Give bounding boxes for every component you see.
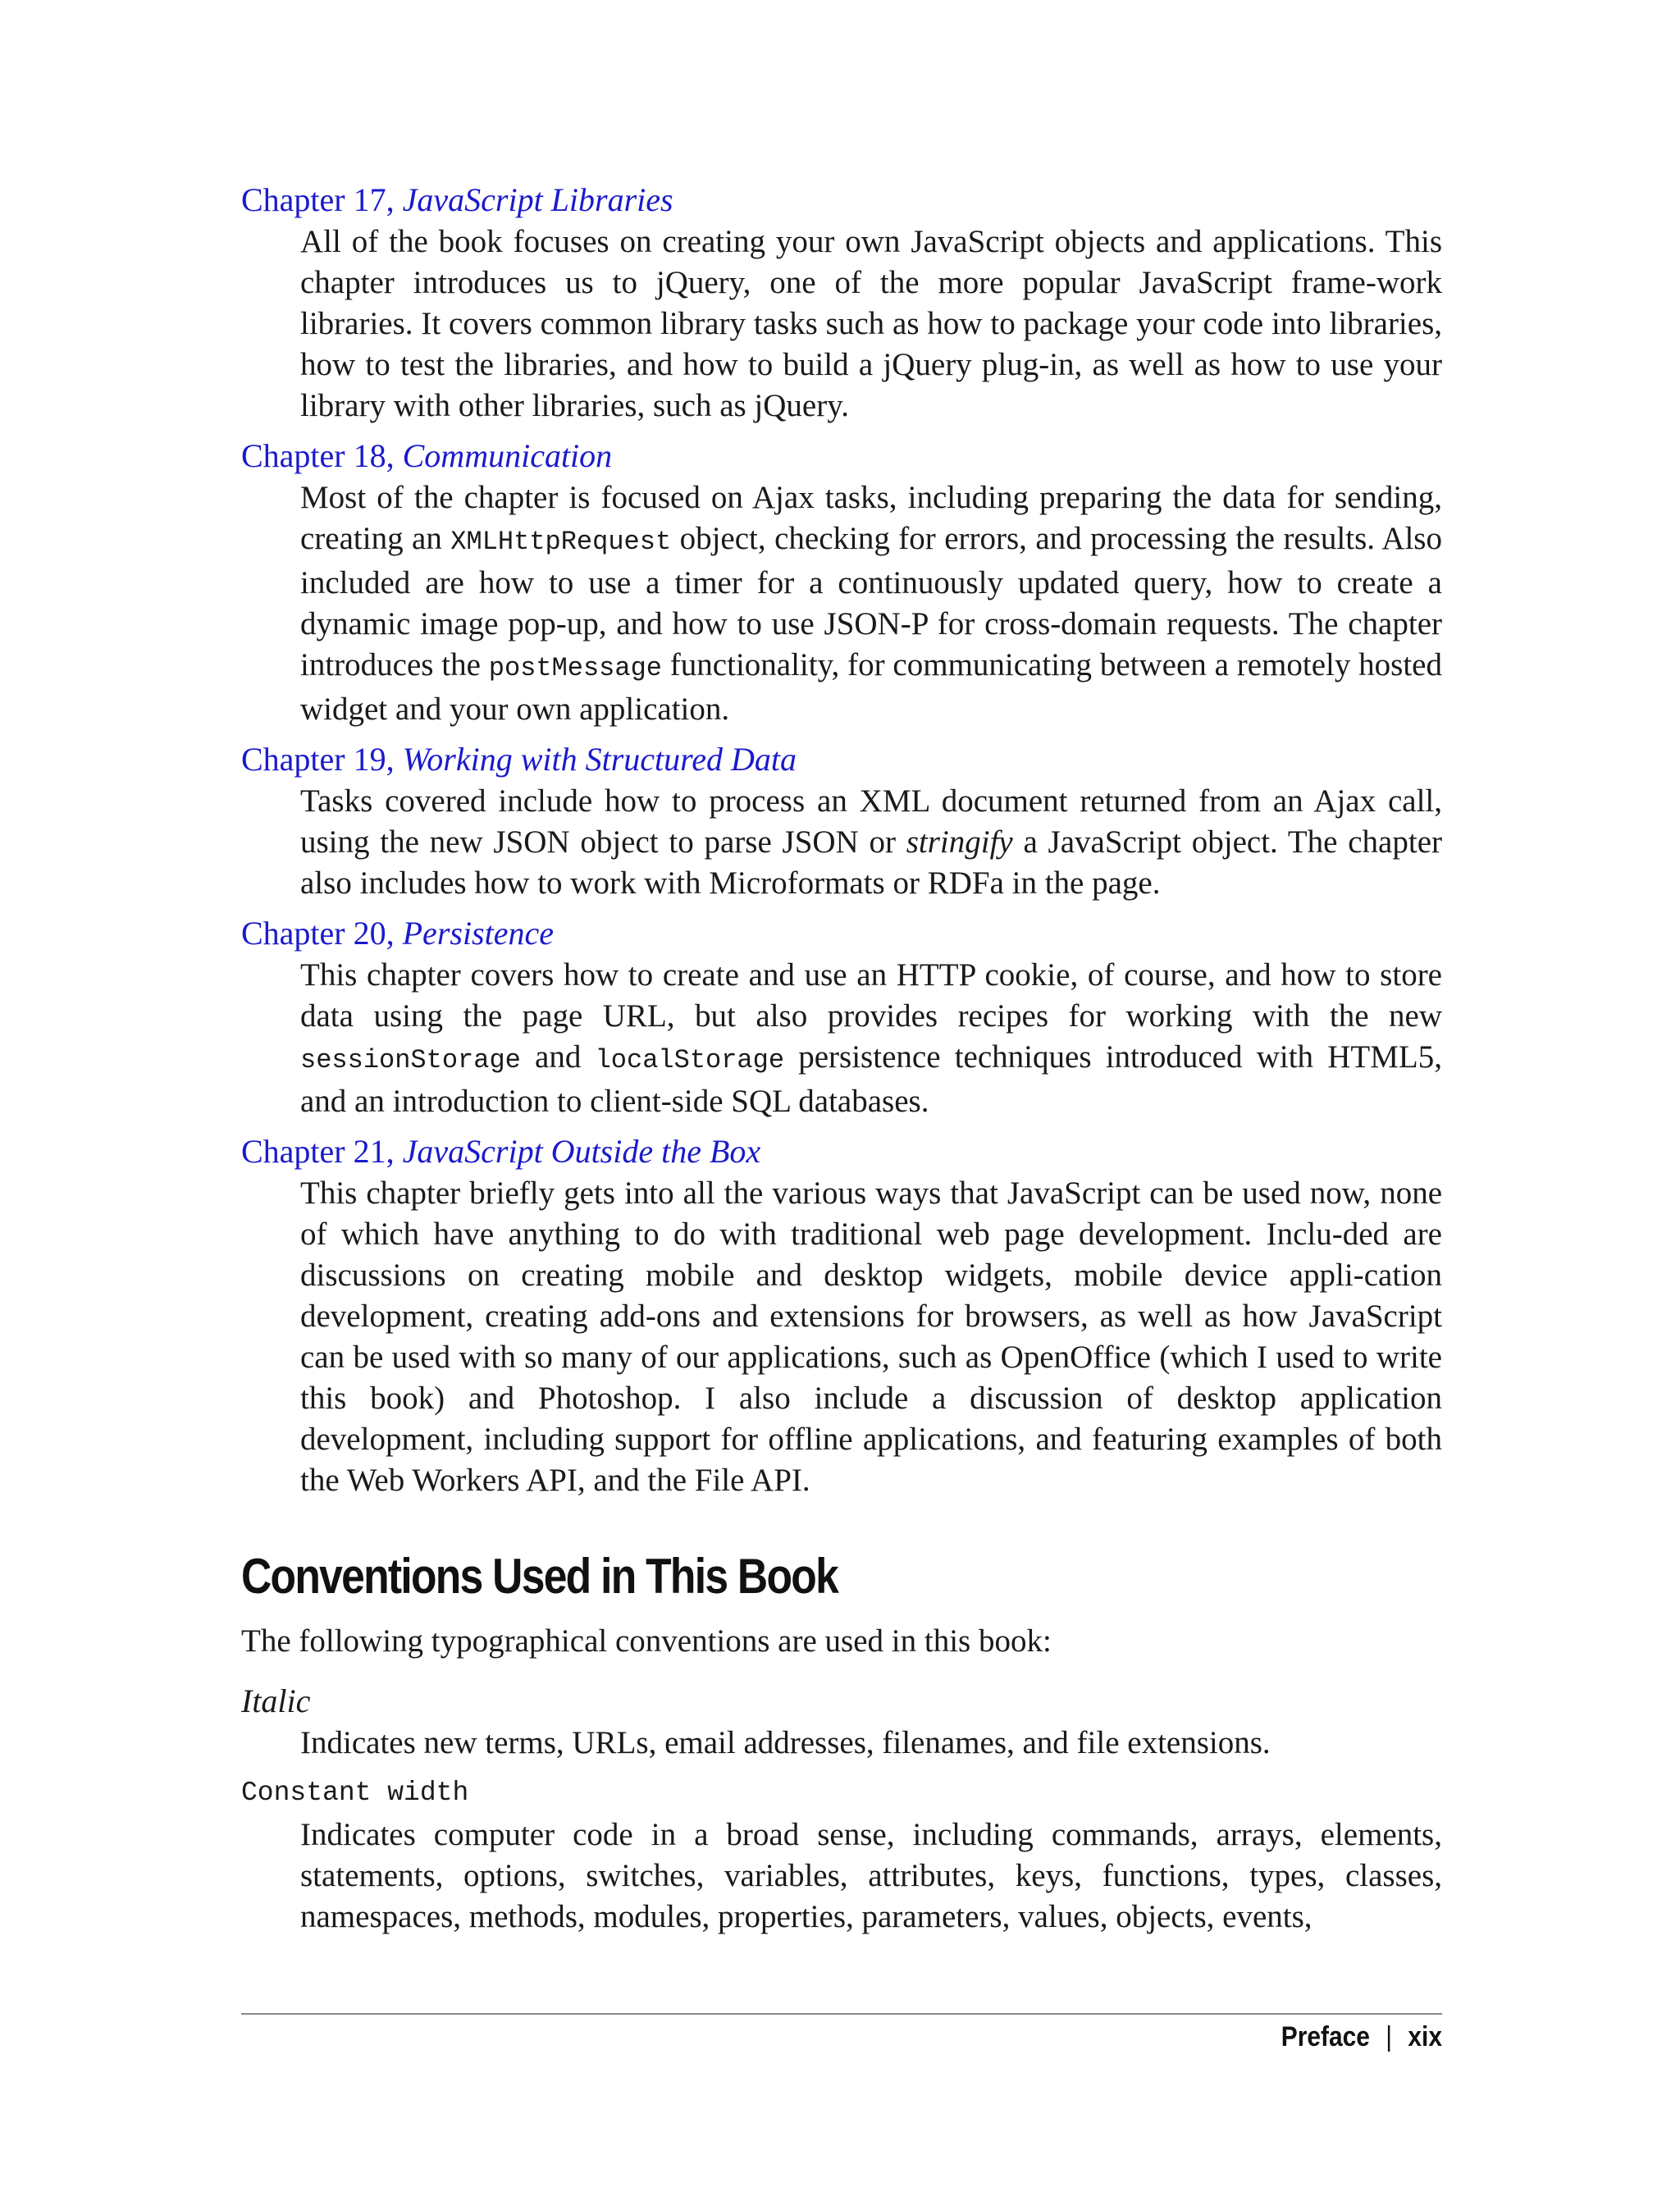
chapter-link-20[interactable] [241, 912, 1442, 955]
desc-text: This chapter covers how to create and use an HTTP cookie, of course, and how to store data using the page URL, but also provides recipes for working with the new [300, 957, 1442, 1034]
convention-term: Italic [241, 1682, 311, 1719]
chapter-label: Chapter 21, [241, 1133, 403, 1170]
chapter-description: All of the book focuses on creating your own JavaScript objects and applications. This chapter introduces us to jQuery, one of the more popular JavaScript frame-work libraries. It covers common library tasks such as how to package your code into libraries, how to test the libraries, and how to build a jQuery plug-in, as well as how to use your library with other libraries, such as jQuery. [300, 224, 1442, 423]
chapter-description [300, 477, 1442, 730]
chapter-description [300, 781, 1442, 904]
chapter-label: Chapter 19, [241, 741, 403, 778]
chapter-entry-17 [241, 179, 1442, 427]
chapter-label: Chapter 17, [241, 181, 403, 218]
convention-description: Indicates computer code in a broad sense, including commands, arrays, elements, statements, options, switches, variables, attributes, keys, functions, types, classes, namespaces, methods, modules, properties, parameters, values, objects, events, [300, 1817, 1442, 1934]
code-term: localStorage [595, 1045, 785, 1075]
emphasis-term: stringify [906, 824, 1013, 860]
convention-term: Constant width [241, 1778, 469, 1808]
code-term: XMLHttpRequest [450, 527, 672, 557]
chapter-link-19[interactable] [241, 738, 1442, 781]
page-footer [1281, 2021, 1442, 2053]
desc-text: Most of the chapter is focused on Ajax tasks, including preparing the data for sending, creating an [300, 480, 1442, 556]
chapter-description: This chapter briefly gets into all the various ways that JavaScript can be used now, none of which have anything to do with traditional web page development. Inclu-ded are discussions on creating mobile and desktop widgets, mobile device appli-cation development, creating add-ons and extensions for browsers, as well as how JavaScript can be used with so many of our applications, such as OpenOffice (which I used to write this book) and Photoshop. I also include a discussion of desktop application development, including support for offline applications, and featuring examples of both the Web Workers API, and the File API. [300, 1176, 1442, 1498]
chapter-title: Persistence [402, 915, 554, 952]
chapter-title: JavaScript Outside the Box [402, 1133, 761, 1170]
section-heading: Conventions Used in This Book [241, 1549, 838, 1604]
chapter-title: JavaScript Libraries [402, 181, 673, 218]
chapter-entry-19 [241, 738, 1442, 904]
section-intro: The following typographical conventions are used in this book: [241, 1623, 1052, 1659]
footer-divider [241, 2013, 1442, 2015]
chapter-description [300, 955, 1442, 1122]
chapter-title: Communication [402, 437, 613, 474]
desc-text: a JavaScript object. The chapter also includes how to work with Microformats or RDFa in the page. [300, 824, 1442, 901]
page-content [241, 179, 1442, 1946]
chapter-link-18[interactable] [241, 435, 1442, 477]
desc-text: functionality, for communicating between a remotely hosted widget and your own application. [300, 647, 1442, 727]
chapter-entry-18 [241, 435, 1442, 730]
convention-italic [241, 1680, 1442, 1764]
code-term: sessionStorage [300, 1045, 521, 1075]
chapter-entry-20 [241, 912, 1442, 1122]
chapter-label: Chapter 20, [241, 915, 403, 952]
chapter-label: Chapter 18, [241, 437, 403, 474]
desc-text: Tasks covered include how to process an XML document returned from an Ajax call, using the new JSON object to parse JSON or [300, 783, 1442, 860]
desc-text: object, checking for errors, and processing the results. Also included are how to use a timer for a continuously updated query, how to create a dynamic image pop-up, and how to use JSON-P for cross-domain requests. The chapter introduces the [300, 521, 1442, 682]
footer-section: Preface [1281, 2021, 1370, 2052]
footer-separator: | [1386, 2021, 1393, 2052]
convention-constant-width [241, 1772, 1442, 1938]
code-term: postMessage [488, 653, 662, 683]
convention-description: Indicates new terms, URLs, email addresses, filenames, and file extensions. [300, 1725, 1271, 1760]
page-number: xix [1408, 2021, 1442, 2052]
chapter-entry-21 [241, 1130, 1442, 1501]
chapter-link-17[interactable] [241, 179, 1442, 221]
chapter-title: Working with Structured Data [402, 741, 797, 778]
desc-text: and [520, 1039, 596, 1075]
chapter-link-21[interactable] [241, 1130, 1442, 1173]
desc-text: persistence techniques introduced with HTML5, and an introduction to client-side SQL databases. [300, 1039, 1442, 1119]
